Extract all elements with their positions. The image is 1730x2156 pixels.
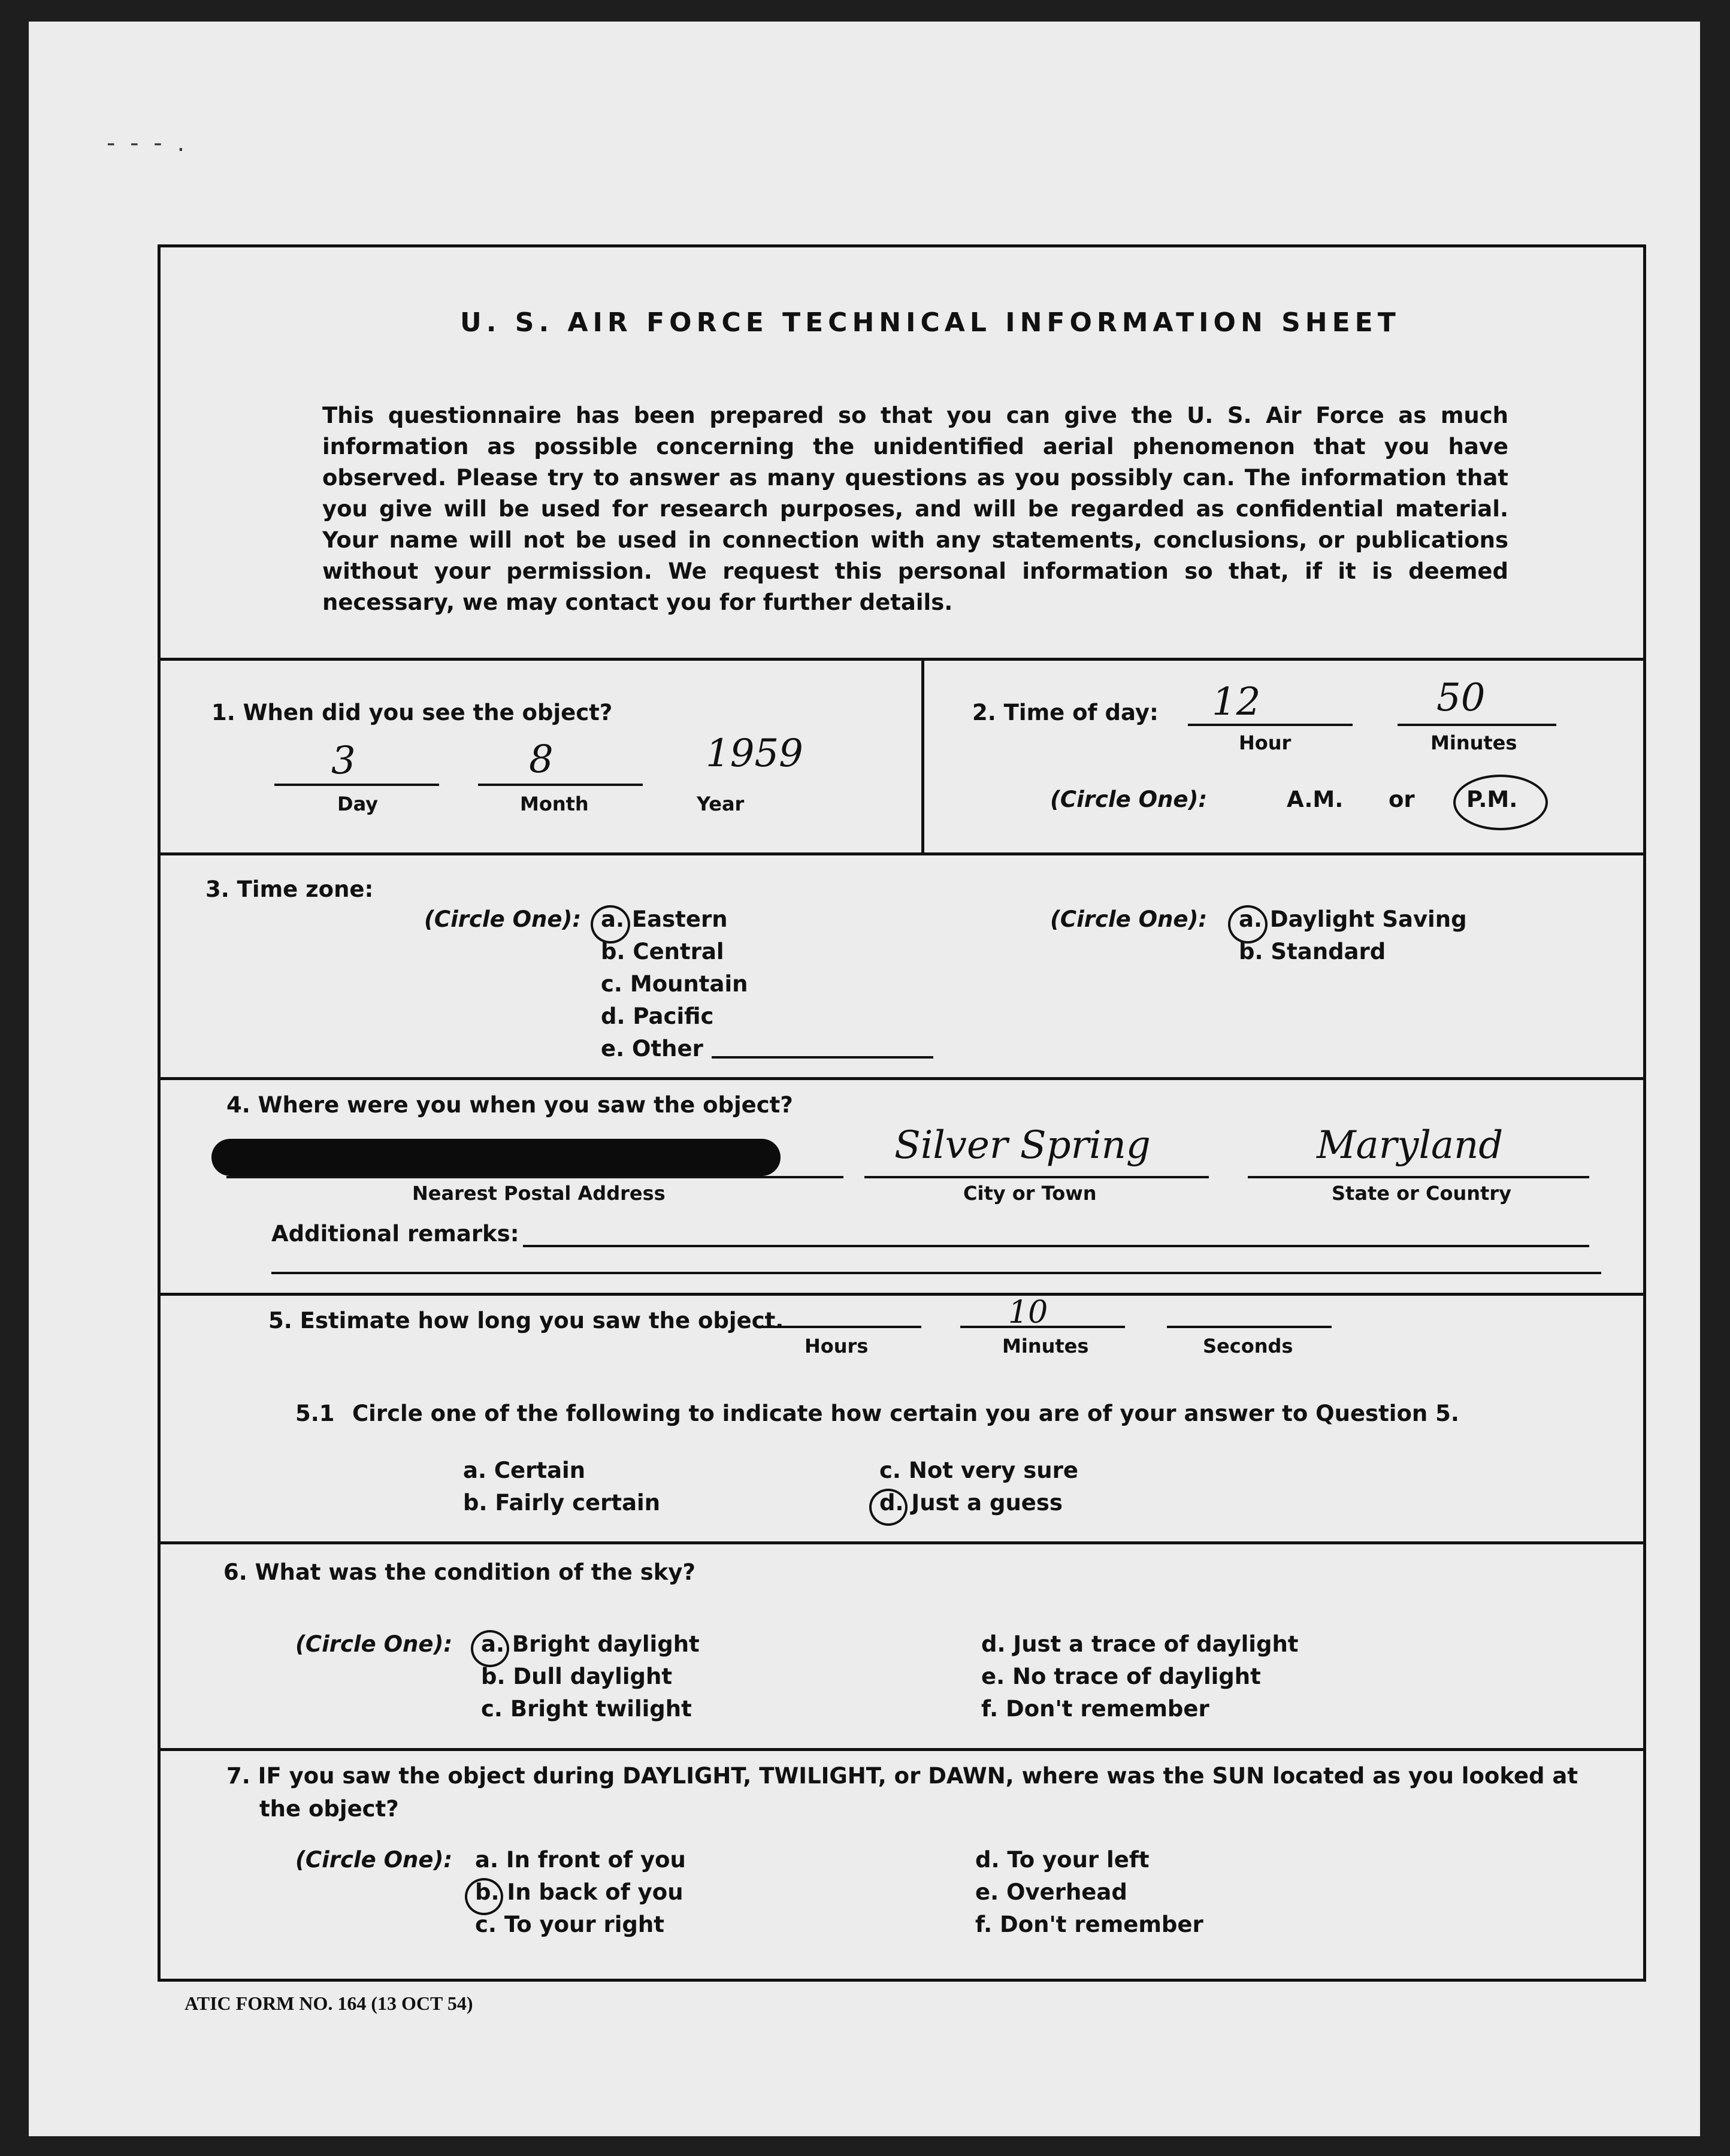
q2-minutes-line	[1398, 724, 1556, 726]
divider	[161, 1077, 1643, 1080]
q3-other-line	[712, 1056, 933, 1059]
q7-question-line2: the object?	[259, 1796, 399, 1822]
q2-am: A.M.	[1287, 787, 1344, 812]
q5-opt-not-very-sure: c. Not very sure	[879, 1458, 1078, 1483]
q1-day-value: 3	[331, 739, 356, 783]
q3-zone-other: e. Other	[601, 1036, 703, 1062]
q3-zone-mountain: c. Mountain	[601, 971, 748, 997]
q5-question: 5. Estimate how long you saw the object.	[268, 1308, 784, 1333]
divider	[161, 1541, 1643, 1544]
q3-zone-pacific: d. Pacific	[601, 1003, 714, 1029]
divider	[161, 658, 1643, 661]
q7-opt-front: a. In front of you	[475, 1847, 686, 1873]
q7-question-line1: 7. IF you saw the object during DAYLIGHT, TWILIGHT, or DAWN, where was the SUN located as you looked at	[226, 1763, 1578, 1789]
q2-hour-label: Hour	[1239, 731, 1292, 754]
q5-opt-certain: a. Certain	[463, 1458, 586, 1483]
q2-or: or	[1389, 787, 1415, 812]
form-number: ATIC FORM NO. 164 (13 OCT 54)	[185, 1992, 473, 2014]
q5-opt-just-a-guess: d. Just a guess	[879, 1490, 1063, 1516]
q2-pm: P.M.	[1466, 787, 1518, 812]
q3-daylight-saving: a. Daylight Saving	[1239, 906, 1467, 932]
q1-month-value: 8	[529, 737, 554, 782]
q2-circle-label: (Circle One):	[1050, 787, 1208, 812]
q5-opt-fairly-certain: b. Fairly certain	[463, 1490, 661, 1516]
q51-text: Circle one of the following to indicate how certain you are of your answer to Question 5.	[352, 1401, 1459, 1426]
q3-eastern-circle-mark	[591, 905, 630, 944]
form-title: U. S. AIR FORCE TECHNICAL INFORMATION SHEET	[460, 307, 1401, 338]
q3-circle-label: (Circle One):	[424, 906, 582, 932]
q2-minutes-value: 50	[1436, 676, 1486, 720]
redaction-bar	[211, 1139, 781, 1176]
divider	[161, 852, 1643, 855]
q1-year-value: 1959	[706, 731, 803, 776]
q7-opt-right: c. To your right	[475, 1912, 664, 1937]
q7-opt-overhead: e. Overhead	[975, 1879, 1127, 1905]
q3-circle-label-2: (Circle One):	[1050, 906, 1208, 932]
q4-address-line	[226, 1176, 843, 1178]
form-frame	[158, 244, 1646, 1982]
q4-state-line	[1248, 1176, 1589, 1178]
q7-opt-dont-remember: f. Don't remember	[975, 1912, 1203, 1937]
q2-minutes-label: Minutes	[1430, 731, 1517, 754]
q4-remarks-line	[523, 1245, 1589, 1247]
q1-day-line	[274, 784, 439, 786]
q3-standard: b. Standard	[1239, 939, 1386, 964]
q2-pm-circle-mark	[1453, 775, 1548, 830]
q6-opt-bright-daylight: a. Bright daylight	[481, 1631, 700, 1657]
q4-city-value: Silver Spring	[894, 1123, 1151, 1168]
q6-opt-dull-daylight: b. Dull daylight	[481, 1664, 673, 1689]
q4-remarks-line-2	[271, 1272, 1601, 1274]
q6-circle-label: (Circle One):	[295, 1631, 453, 1657]
q3-zone-eastern: a. Eastern	[601, 906, 728, 932]
q3-zone-central: b. Central	[601, 939, 724, 964]
q2-question: 2. Time of day:	[972, 700, 1159, 725]
document-page	[29, 22, 1700, 2136]
q4-state-value: Maryland	[1317, 1123, 1504, 1168]
q5-minutes-label: Minutes	[1002, 1335, 1089, 1357]
q6-opt-no-trace: e. No trace of daylight	[981, 1664, 1261, 1689]
q6-opt-bright-twilight: c. Bright twilight	[481, 1696, 692, 1722]
q6-question: 6. What was the condition of the sky?	[223, 1559, 695, 1585]
q5-guess-circle-mark	[869, 1489, 908, 1526]
divider	[161, 1293, 1643, 1296]
q5-seconds-line	[1167, 1326, 1332, 1328]
q3-question: 3. Time zone:	[205, 876, 374, 902]
q7-opt-back: b. In back of you	[475, 1879, 683, 1905]
q1-month-label: Month	[520, 793, 589, 815]
q6-opt-dont-remember: f. Don't remember	[981, 1696, 1209, 1722]
divider-vertical	[921, 658, 924, 852]
q1-day-label: Day	[337, 793, 379, 815]
q4-city-label: City or Town	[963, 1182, 1097, 1205]
q1-month-line	[478, 784, 643, 786]
q1-question: 1. When did you see the object?	[211, 700, 613, 725]
q6-bright-daylight-circle-mark	[471, 1630, 509, 1667]
q5-seconds-label: Seconds	[1203, 1335, 1293, 1357]
q4-question: 4. Where were you when you saw the object?	[226, 1092, 793, 1118]
top-mark: - - - .	[107, 129, 189, 157]
intro-paragraph: This questionnaire has been prepared so that you can give the U. S. Air Force as much information as possible concerning the unidentified aerial phenomenon that you have observed. Please try to answer as many questions as you possibly can. The information that you give will be used for research purposes, and will be regarded as confidential material. Your name will not be used in connection with any statements, conclusions, or publications without your permission. We request this personal information so that, if it is deemed necessary, we may contact you for further details.	[322, 403, 1508, 615]
q3-daylight-circle-mark	[1228, 905, 1268, 944]
q2-hour-value: 12	[1212, 680, 1261, 724]
q5-minutes-value: 10	[1008, 1295, 1048, 1331]
q5-hours-label: Hours	[804, 1335, 869, 1357]
q2-hour-line	[1188, 724, 1353, 726]
q7-circle-label: (Circle One):	[295, 1847, 453, 1873]
q4-remarks-label: Additional remarks:	[271, 1221, 519, 1247]
q5-minutes-line	[960, 1326, 1125, 1328]
q1-year-label: Year	[697, 793, 745, 815]
q4-city-line	[864, 1176, 1209, 1178]
q7-opt-left: d. To your left	[975, 1847, 1150, 1873]
q5-hours-line	[757, 1326, 921, 1328]
q4-state-label: State or Country	[1332, 1182, 1511, 1205]
divider	[161, 1748, 1643, 1751]
q4-address-label: Nearest Postal Address	[412, 1182, 666, 1205]
q6-opt-trace-daylight: d. Just a trace of daylight	[981, 1631, 1299, 1657]
q7-back-circle-mark	[465, 1878, 503, 1915]
q51-number: 5.1	[295, 1401, 335, 1426]
